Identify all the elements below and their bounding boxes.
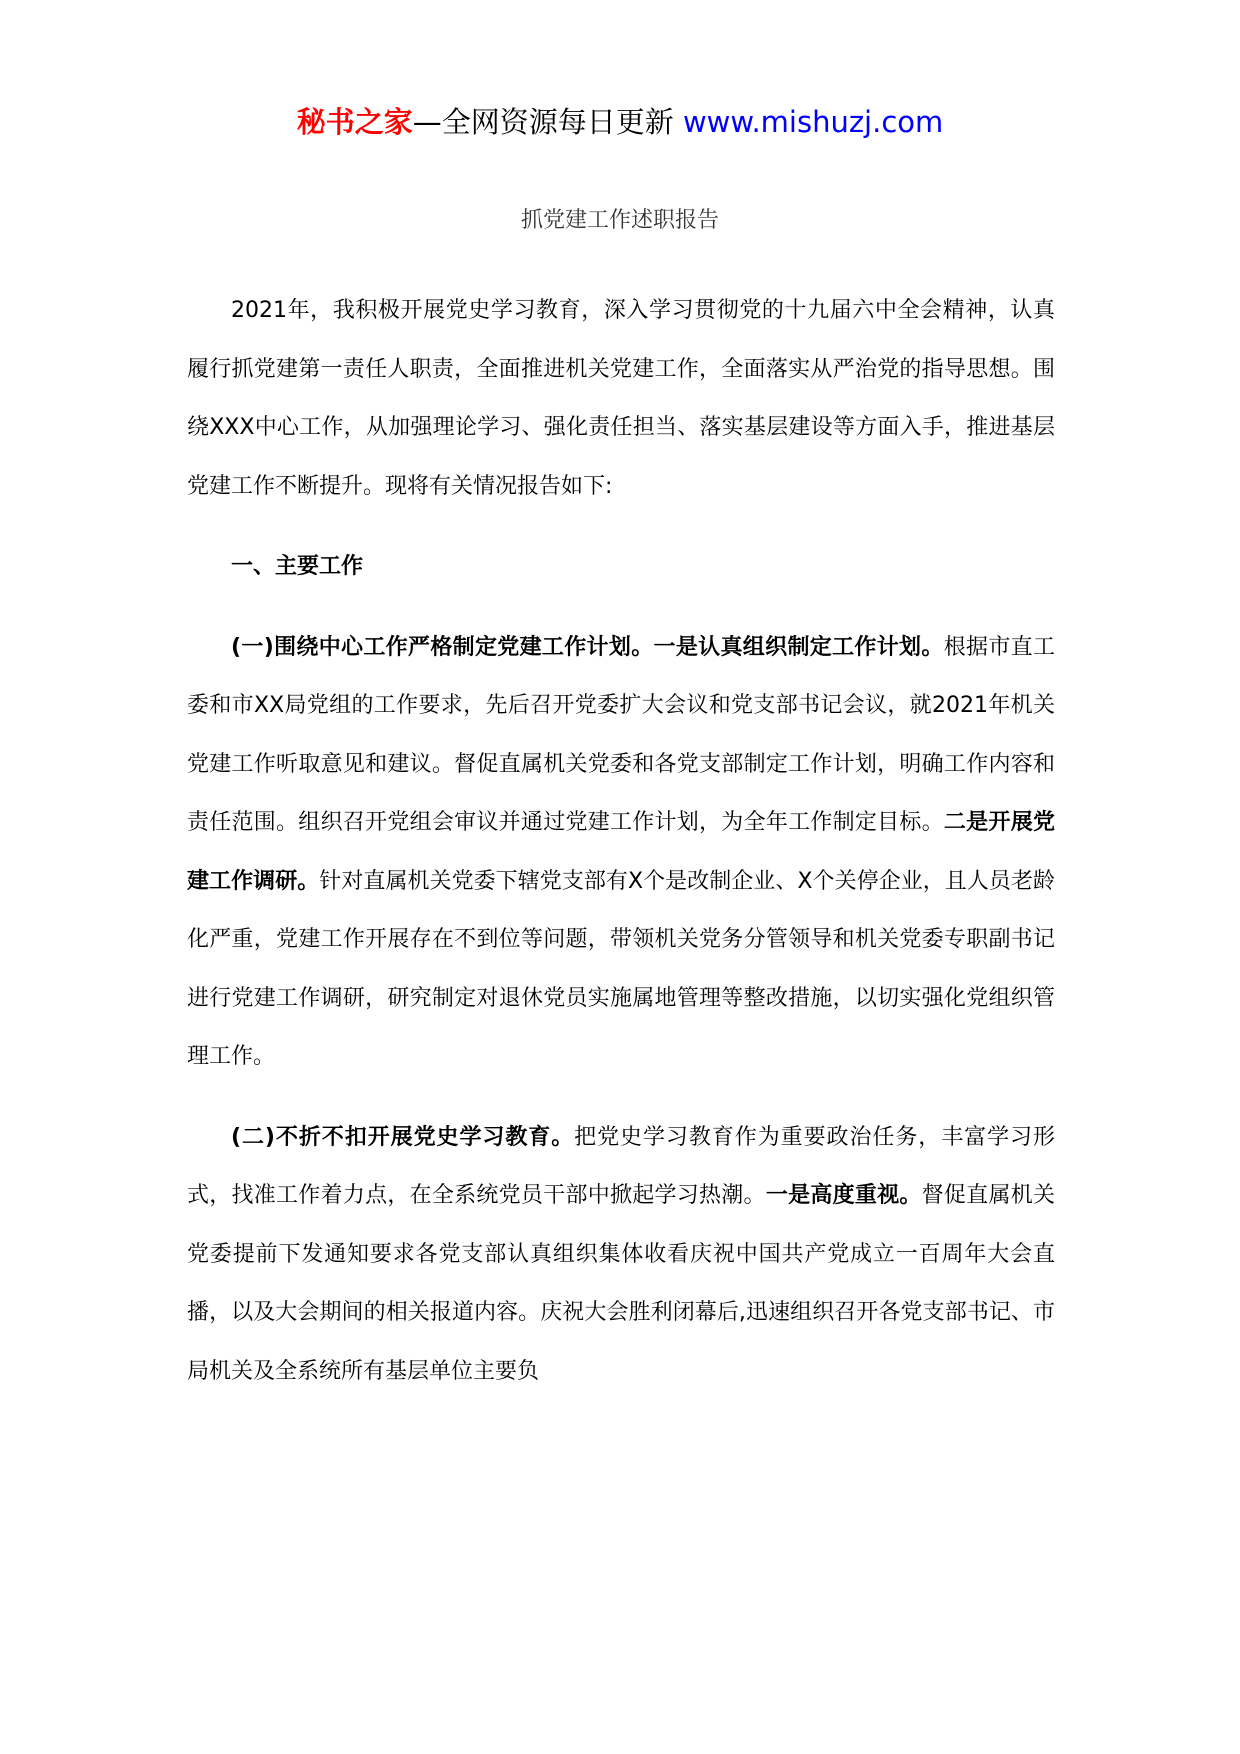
intro-paragraph: 2021年，我积极开展党史学习教育，深入学习贯彻党的十九届六中全会精神，认真履行抓党建第一责任人职责，全面推进机关党建工作，全面落实从严治党的指导思想。围绕XXX中心工作，从加强理论学习、强化责任担当、落实基层建设等方面入手，推进基层党建工作不断提升。现将有关情况报告如下: (187, 298, 1055, 499)
paragraph-1 (187, 619, 1055, 1087)
paragraph-2-bold-mid: 一是高度重视。 (765, 1183, 922, 1208)
document-title: 抓党建工作述职报告 (520, 208, 719, 233)
document-body (187, 282, 1055, 1401)
paragraph-1-text-2: 针对直属机关党委下辖党支部有X个是改制企业、X个关停企业，且人员老龄化严重，党建工作开展存在不到位等问题，带领机关党务分管领导和机关党委专职副书记进行党建工作调研，研究制定对退休党员实施属地管理等整改措施，以切实强化党组织管理工作。 (187, 868, 1055, 1069)
header-tagline: —全网资源每日更新 (412, 105, 683, 139)
paragraph-2 (187, 1109, 1055, 1402)
paragraph-1-text-1: 根据市直工委和市XX局党组的工作要求，先后召开党委扩大会议和党支部书记会议，就2021年机关党建工作听取意见和建议。督促直属机关党委和各党支部制定工作计划，明确工作内容和责任范围。组织召开党组会审议并通过党建工作计划，为全年工作制定目标。 (187, 634, 1055, 835)
paragraph-1-bold-lead: (一)围绕中心工作严格制定党建工作计划。一是认真组织制定工作计划。 (231, 634, 944, 660)
paragraph-2-text-2: 督促直属机关党委提前下发通知要求各党支部认真组织集体收看庆祝中国共产党成立一百周年大会直播，以及大会期间的相关报道内容。庆祝大会胜利闭幕后,迅速组织召开各党支部书记、市局机关及全系统所有基层单位主要负 (187, 1183, 1055, 1384)
site-url-link[interactable]: www.mishuzj.com (682, 105, 944, 139)
brand-name: 秘书之家 (296, 105, 413, 139)
paragraph-1-bold-mid: 二是开展党建工作调研。 (187, 810, 1055, 894)
paragraph-2-text-1: 把党史学习教育作为重要政治任务，丰富学习形式，找准工作着力点，在全系统党员干部中掀起学习热潮。 (187, 1124, 1055, 1208)
site-watermark-header (0, 100, 1240, 144)
section-heading: 一、主要工作 (231, 554, 364, 579)
paragraph-2-bold-lead: (二)不折不扣开展党史学习教育。 (231, 1124, 575, 1150)
